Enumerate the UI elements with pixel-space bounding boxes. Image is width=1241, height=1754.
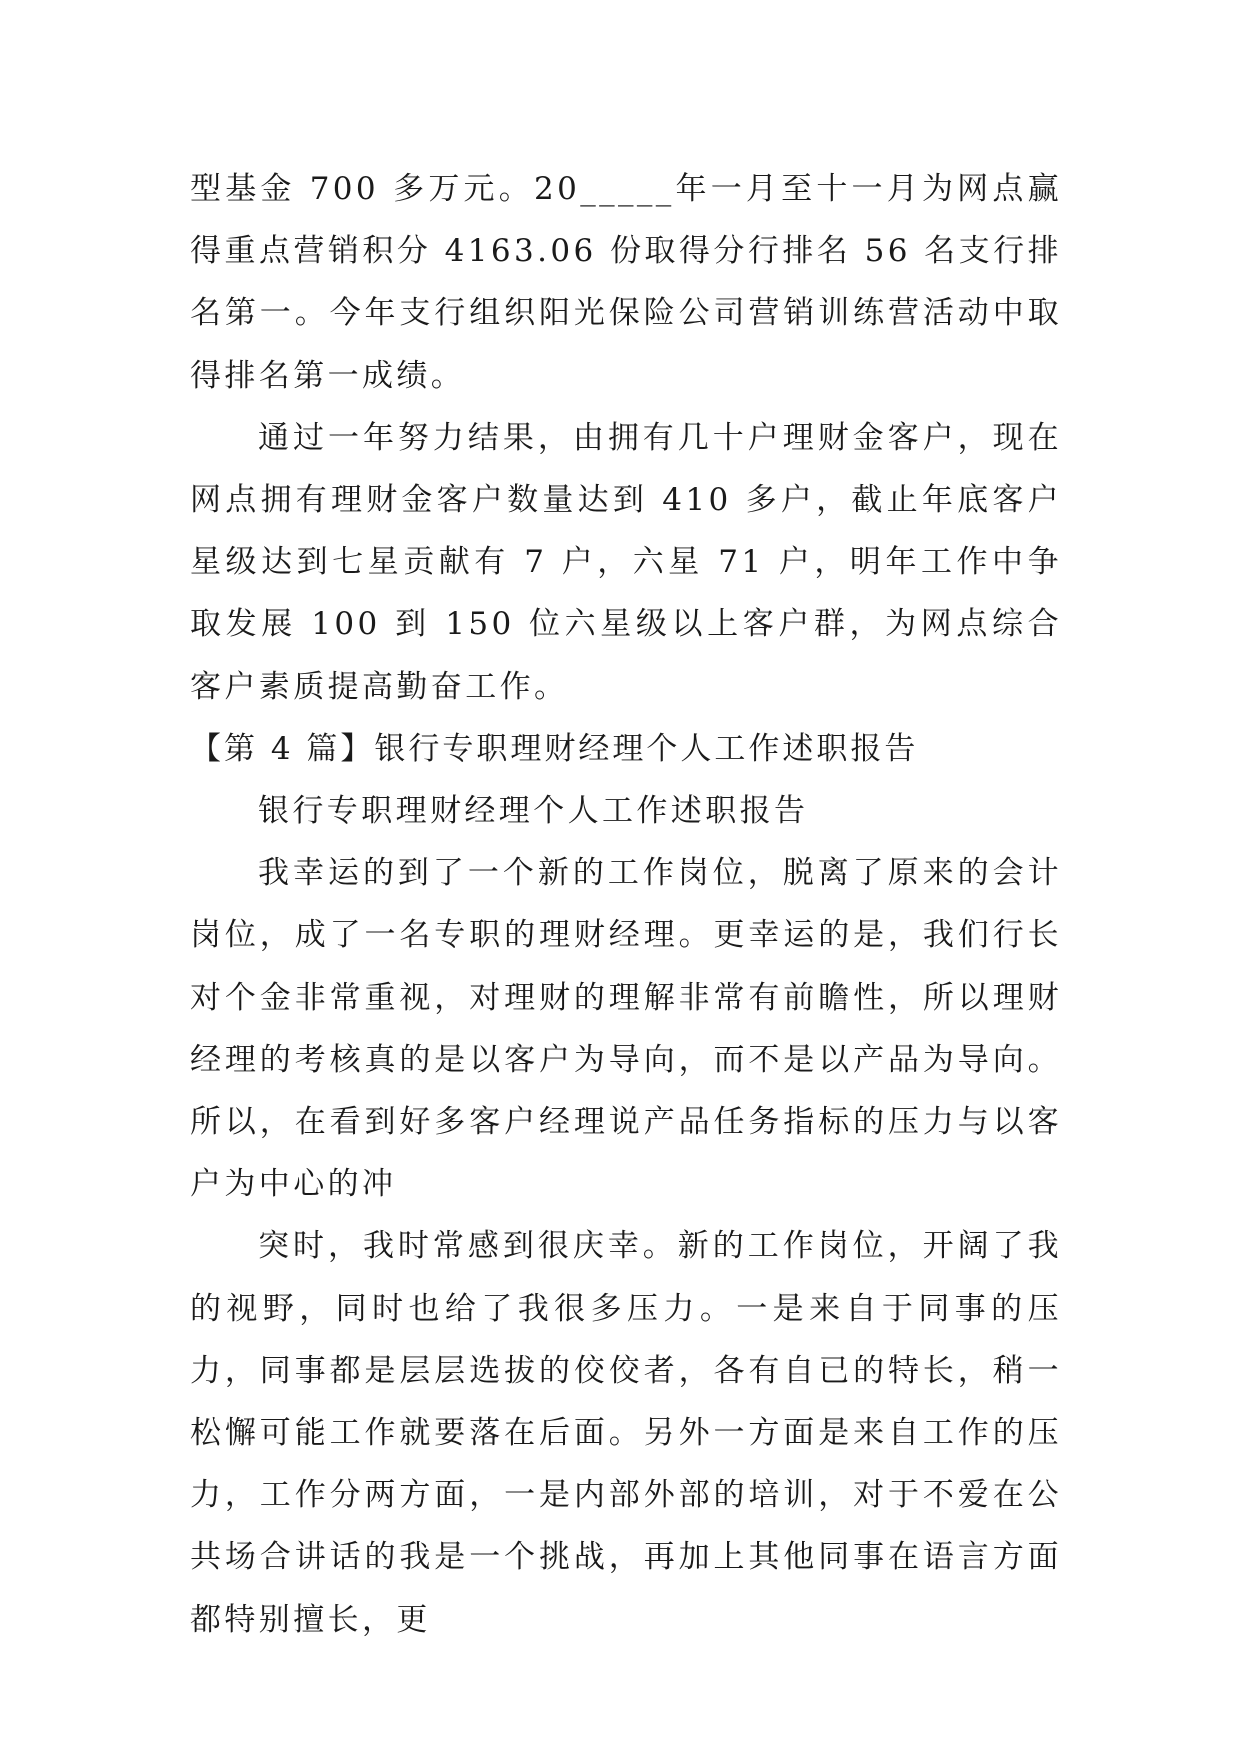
section-heading: 【第 4 篇】银行专职理财经理个人工作述职报告 — [190, 730, 919, 767]
paragraph-customer-growth: 通过一年努力结果，由拥有几十户理财金客户，现在网点拥有理财金客户数量达到 410 多户，截止年底客户星级达到七星贡献有 7 户，六星 71 户，明年工作中争取发展 100 到 150 位六星级以上客户群，为网点综合客户素质提高勤奋工作。 — [190, 419, 1062, 705]
section-subtitle: 银行专职理财经理个人工作述职报告 — [258, 793, 809, 830]
document-page — [190, 158, 1062, 1651]
paragraph-fund-results: 型基金 700 多万元。20_____年一月至十一月为网点赢得重点营销积分 4163.06 份取得分行排名 56 名支行排名第一。今年支行组织阳光保险公司营销训练营活动中取得排名第一成绩。 — [190, 171, 1062, 394]
paragraph-new-position: 我幸运的到了一个新的工作岗位，脱离了原来的会计岗位，成了一名专职的理财经理。更幸运的是，我们行长对个金非常重视，对理财的理解非常有前瞻性，所以理财经理的考核真的是以客户为导向，而不是以产品为导向。所以，在看到好多客户经理说产品任务指标的压力与以客户为中心的冲 — [190, 855, 1062, 1203]
paragraph-pressure: 突时，我时常感到很庆幸。新的工作岗位，开阔了我的视野，同时也给了我很多压力。一是来自于同事的压力，同事都是层层选拔的佼佼者，各有自已的特长，稍一松懈可能工作就要落在后面。另外一方面是来自工作的压力，工作分两方面，一是内部外部的培训，对于不爱在公共场合讲话的我是一个挑战，再加上其他同事在语言方面都特别擅长，更 — [190, 1228, 1062, 1638]
